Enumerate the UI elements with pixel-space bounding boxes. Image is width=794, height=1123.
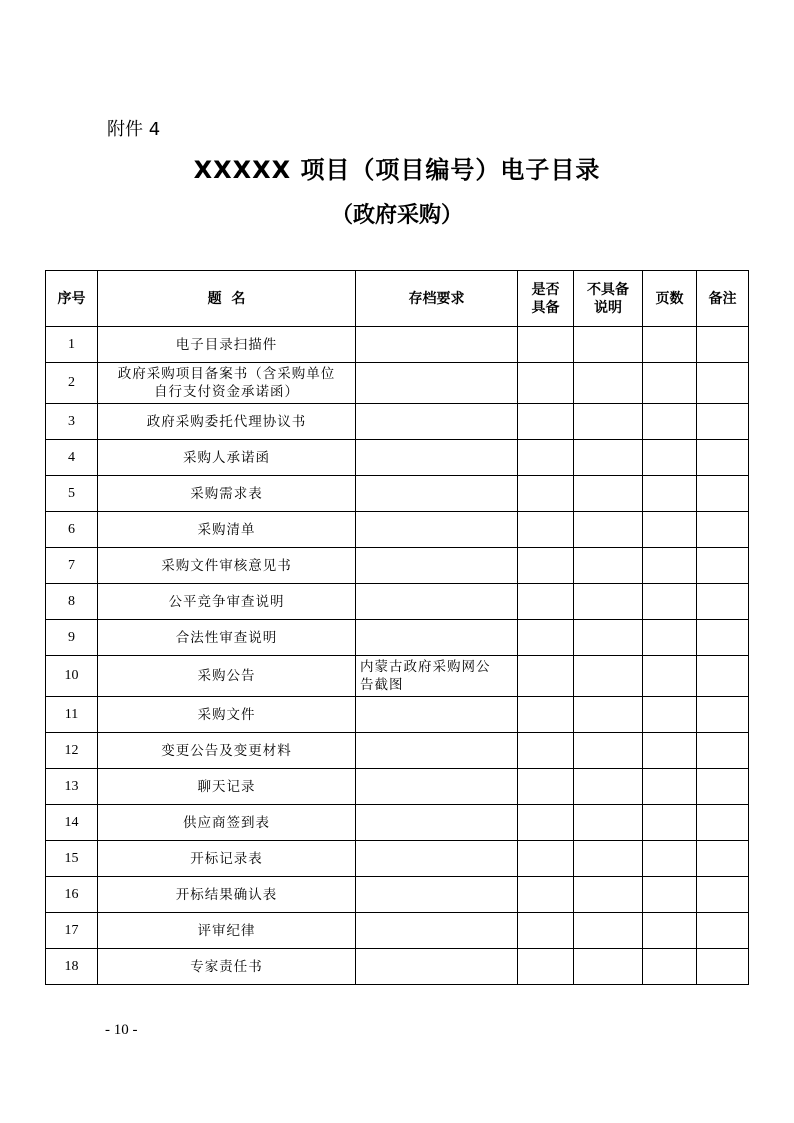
col-header-explanation-line2: 说明 — [594, 299, 622, 316]
cell-name: 采购清单 — [98, 512, 356, 548]
cell-name: 采购公告 — [98, 656, 356, 697]
catalog-table — [45, 270, 749, 985]
cell-remarks — [697, 512, 749, 548]
cell-pages — [643, 841, 697, 877]
cell-available — [518, 841, 574, 877]
cell-requirement — [356, 327, 518, 363]
cell-name: 合法性审查说明 — [98, 620, 356, 656]
cell-seq: 6 — [46, 512, 98, 548]
cell-seq: 1 — [46, 327, 98, 363]
table-header-row — [46, 271, 749, 327]
cell-name: 供应商签到表 — [98, 805, 356, 841]
cell-explanation — [574, 620, 643, 656]
cell-name: 采购人承诺函 — [98, 440, 356, 476]
cell-requirement — [356, 620, 518, 656]
cell-pages — [643, 769, 697, 805]
cell-requirement — [356, 805, 518, 841]
cell-available — [518, 404, 574, 440]
cell-pages — [643, 476, 697, 512]
col-header-available-line2: 具备 — [531, 299, 560, 316]
cell-explanation — [574, 805, 643, 841]
cell-pages — [643, 877, 697, 913]
cell-seq: 2 — [46, 363, 98, 404]
cell-requirement-line1: 内蒙古政府采购网公 — [360, 659, 491, 675]
table-row — [46, 440, 749, 476]
table-row — [46, 548, 749, 584]
table-row — [46, 949, 749, 985]
cell-requirement — [356, 769, 518, 805]
cell-explanation — [574, 584, 643, 620]
cell-explanation — [574, 656, 643, 697]
cell-seq: 18 — [46, 949, 98, 985]
cell-pages — [643, 363, 697, 404]
cell-seq: 17 — [46, 913, 98, 949]
table-row — [46, 697, 749, 733]
page-number: - 10 - — [105, 1022, 138, 1038]
cell-explanation — [574, 769, 643, 805]
cell-pages — [643, 512, 697, 548]
attachment-label: 附件 4 — [107, 119, 161, 140]
cell-explanation — [574, 697, 643, 733]
cell-pages — [643, 913, 697, 949]
cell-pages — [643, 548, 697, 584]
cell-available — [518, 769, 574, 805]
cell-available — [518, 476, 574, 512]
cell-requirement — [356, 877, 518, 913]
table-row — [46, 733, 749, 769]
cell-pages — [643, 949, 697, 985]
cell-name: 采购文件 — [98, 697, 356, 733]
table-row — [46, 841, 749, 877]
cell-name: 电子目录扫描件 — [98, 327, 356, 363]
cell-remarks — [697, 877, 749, 913]
cell-requirement — [356, 440, 518, 476]
cell-requirement — [356, 949, 518, 985]
cell-pages — [643, 733, 697, 769]
cell-seq: 4 — [46, 440, 98, 476]
cell-seq: 12 — [46, 733, 98, 769]
table-row — [46, 913, 749, 949]
cell-requirement — [356, 656, 518, 697]
cell-seq: 11 — [46, 697, 98, 733]
cell-seq: 5 — [46, 476, 98, 512]
cell-pages — [643, 805, 697, 841]
cell-explanation — [574, 877, 643, 913]
cell-explanation — [574, 913, 643, 949]
cell-name — [98, 363, 356, 404]
cell-name: 公平竞争审查说明 — [98, 584, 356, 620]
cell-requirement — [356, 476, 518, 512]
cell-available — [518, 949, 574, 985]
cell-name: 开标结果确认表 — [98, 877, 356, 913]
cell-pages — [643, 404, 697, 440]
table-row — [46, 656, 749, 697]
cell-seq: 3 — [46, 404, 98, 440]
cell-name: 政府采购委托代理协议书 — [98, 404, 356, 440]
cell-remarks — [697, 548, 749, 584]
cell-available — [518, 656, 574, 697]
col-header-explanation-line1: 不具备 — [587, 281, 629, 298]
cell-requirement — [356, 697, 518, 733]
col-header-pages: 页数 — [643, 271, 697, 327]
table-row — [46, 512, 749, 548]
cell-requirement — [356, 913, 518, 949]
cell-available — [518, 584, 574, 620]
cell-remarks — [697, 327, 749, 363]
cell-available — [518, 877, 574, 913]
cell-requirement — [356, 733, 518, 769]
cell-requirement — [356, 841, 518, 877]
table-row — [46, 363, 749, 404]
cell-explanation — [574, 841, 643, 877]
cell-pages — [643, 656, 697, 697]
cell-available — [518, 512, 574, 548]
col-header-seq: 序号 — [46, 271, 98, 327]
cell-seq: 8 — [46, 584, 98, 620]
cell-name: 采购需求表 — [98, 476, 356, 512]
col-header-requirement: 存档要求 — [356, 271, 518, 327]
table-row — [46, 877, 749, 913]
col-header-available-line1: 是否 — [531, 281, 560, 298]
cell-name-line2: 自行支付资金承诺函） — [154, 384, 299, 400]
cell-seq: 14 — [46, 805, 98, 841]
cell-remarks — [697, 841, 749, 877]
cell-remarks — [697, 584, 749, 620]
cell-remarks — [697, 404, 749, 440]
table-row — [46, 584, 749, 620]
cell-remarks — [697, 363, 749, 404]
cell-remarks — [697, 913, 749, 949]
cell-available — [518, 548, 574, 584]
cell-remarks — [697, 769, 749, 805]
cell-seq: 13 — [46, 769, 98, 805]
cell-name: 变更公告及变更材料 — [98, 733, 356, 769]
cell-available — [518, 697, 574, 733]
cell-remarks — [697, 733, 749, 769]
cell-pages — [643, 327, 697, 363]
table-row — [46, 404, 749, 440]
cell-requirement-line2: 告截图 — [360, 677, 404, 693]
col-header-explanation — [574, 271, 643, 327]
cell-available — [518, 805, 574, 841]
cell-available — [518, 913, 574, 949]
cell-requirement — [356, 512, 518, 548]
table-row — [46, 805, 749, 841]
cell-explanation — [574, 404, 643, 440]
cell-seq: 15 — [46, 841, 98, 877]
cell-pages — [643, 440, 697, 476]
col-header-available — [518, 271, 574, 327]
table-row — [46, 476, 749, 512]
cell-seq: 7 — [46, 548, 98, 584]
cell-remarks — [697, 949, 749, 985]
cell-requirement — [356, 363, 518, 404]
cell-explanation — [574, 363, 643, 404]
cell-remarks — [697, 620, 749, 656]
cell-seq: 10 — [46, 656, 98, 697]
document-title: XXXXX 项目（项目编号）电子目录 — [193, 156, 601, 184]
cell-name: 开标记录表 — [98, 841, 356, 877]
cell-explanation — [574, 949, 643, 985]
col-header-name: 题 名 — [98, 271, 356, 327]
cell-explanation — [574, 440, 643, 476]
cell-explanation — [574, 548, 643, 584]
cell-available — [518, 440, 574, 476]
cell-explanation — [574, 476, 643, 512]
cell-available — [518, 733, 574, 769]
cell-available — [518, 363, 574, 404]
cell-explanation — [574, 327, 643, 363]
cell-available — [518, 620, 574, 656]
cell-pages — [643, 584, 697, 620]
cell-seq: 16 — [46, 877, 98, 913]
cell-seq: 9 — [46, 620, 98, 656]
table-row — [46, 620, 749, 656]
cell-requirement — [356, 404, 518, 440]
cell-name: 评审纪律 — [98, 913, 356, 949]
col-header-remarks: 备注 — [697, 271, 749, 327]
cell-remarks — [697, 476, 749, 512]
cell-name-line1: 政府采购项目备案书（含采购单位 — [117, 366, 336, 382]
document-subtitle: （政府采购） — [330, 203, 463, 228]
cell-remarks — [697, 440, 749, 476]
table-row — [46, 769, 749, 805]
cell-remarks — [697, 805, 749, 841]
cell-explanation — [574, 512, 643, 548]
cell-pages — [643, 620, 697, 656]
cell-pages — [643, 697, 697, 733]
cell-requirement — [356, 548, 518, 584]
cell-remarks — [697, 656, 749, 697]
cell-explanation — [574, 733, 643, 769]
cell-available — [518, 327, 574, 363]
cell-name: 专家责任书 — [98, 949, 356, 985]
cell-name: 采购文件审核意见书 — [98, 548, 356, 584]
cell-remarks — [697, 697, 749, 733]
table-row — [46, 327, 749, 363]
cell-name: 聊天记录 — [98, 769, 356, 805]
cell-requirement — [356, 584, 518, 620]
